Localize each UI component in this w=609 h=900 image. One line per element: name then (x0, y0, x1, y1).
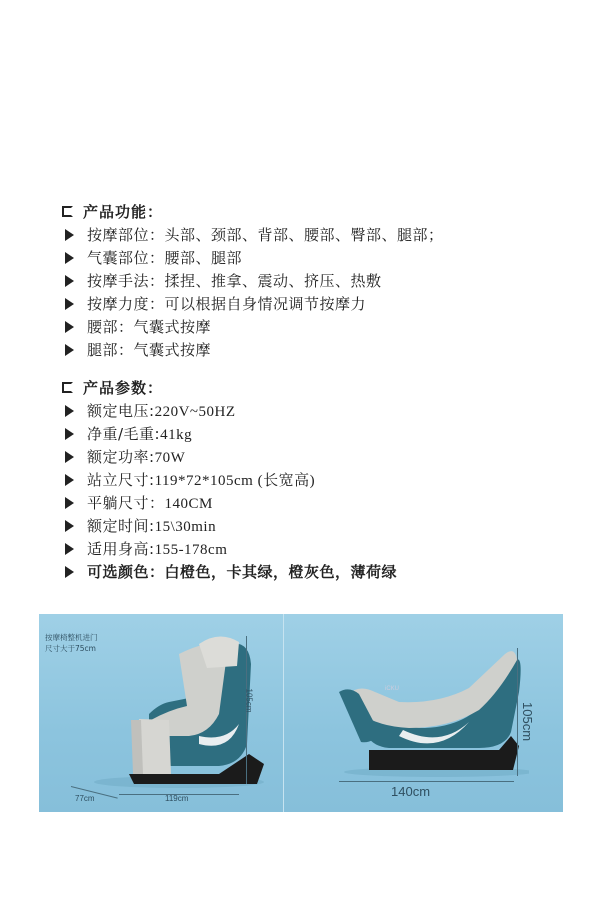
spec-row (62, 422, 397, 445)
arrow-bullet-icon (65, 321, 74, 333)
height-dimension-line (517, 648, 518, 776)
arrow-bullet-icon (65, 252, 74, 264)
spec-label: 额定电压: (87, 402, 155, 420)
arrow-bullet-icon (65, 474, 74, 486)
product-functions-section (62, 200, 444, 361)
spec-row (62, 491, 397, 514)
functions-title: 产品功能： (83, 202, 164, 221)
arrow-bullet-icon (65, 497, 74, 509)
massage-chair-upright-image (69, 624, 269, 804)
banner-divider (283, 614, 284, 812)
list-item: 按摩部位：头部、颈部、背部、腰部、臀部、腿部； (62, 223, 444, 246)
spec-value: 15\30min (154, 519, 217, 535)
arrow-bullet-icon (65, 298, 74, 310)
list-item: 气囊部位：腰部、腿部 (62, 246, 444, 269)
arrow-bullet-icon (65, 405, 74, 417)
product-dimension-banner (39, 614, 563, 812)
spec-label: 额定时间: (87, 517, 155, 535)
spec-value: 119*72*105cm (长宽高) (154, 473, 316, 489)
right-length-label: 140cm (391, 784, 431, 799)
arrow-bullet-icon (65, 229, 74, 241)
checkbox-bullet-icon (62, 206, 73, 217)
spec-label: 适用身高: (87, 540, 155, 558)
params-title: 产品参数： (83, 378, 164, 397)
spec-label: 平躺尺寸： (87, 494, 165, 512)
spec-label: 站立尺寸: (87, 471, 155, 489)
spec-value: 41kg (160, 427, 193, 443)
functions-heading (62, 200, 444, 222)
checkbox-bullet-icon (62, 382, 73, 393)
spec-label: 净重/毛重: (87, 425, 161, 443)
left-depth-label: 77cm (75, 794, 95, 803)
spec-row (62, 537, 397, 560)
spec-value: 140CM (164, 496, 213, 512)
massage-chair-reclined-image (329, 632, 529, 782)
list-item: 按摩手法：揉捏、推拿、震动、挤压、热敷 (62, 269, 444, 292)
spec-row (62, 514, 397, 537)
spec-value: 155-178cm (154, 542, 228, 558)
spec-row (62, 445, 397, 468)
door-size-note: 按摩椅整机进门 尺寸大于75cm (45, 633, 98, 653)
arrow-bullet-icon (65, 275, 74, 287)
left-length-label: 119cm (165, 794, 189, 803)
spec-label: 额定功率: (87, 448, 155, 466)
spec-row (62, 468, 397, 491)
brand-label: iCKU (385, 686, 400, 692)
left-height-label: 105cm (244, 688, 254, 713)
product-params-section (62, 376, 397, 583)
right-height-label: 105cm (520, 702, 535, 742)
length-dimension-line (339, 781, 514, 782)
colors-row (62, 560, 397, 583)
arrow-bullet-icon (65, 520, 74, 532)
colors-label: 可选颜色：白橙色，卡其绿，橙灰色，薄荷绿 (87, 563, 398, 581)
arrow-bullet-icon (65, 428, 74, 440)
spec-value: 220V~50HZ (154, 404, 236, 420)
list-item: 腰部：气囊式按摩 (62, 315, 444, 338)
spec-value: 70W (154, 450, 186, 466)
spec-row (62, 399, 397, 422)
arrow-bullet-icon (65, 543, 74, 555)
list-item: 腿部：气囊式按摩 (62, 338, 444, 361)
list-item: 按摩力度：可以根据自身情况调节按摩力 (62, 292, 444, 315)
params-heading (62, 376, 397, 398)
arrow-bullet-icon (65, 344, 74, 356)
arrow-bullet-icon (65, 451, 74, 463)
arrow-bullet-icon (65, 566, 74, 578)
